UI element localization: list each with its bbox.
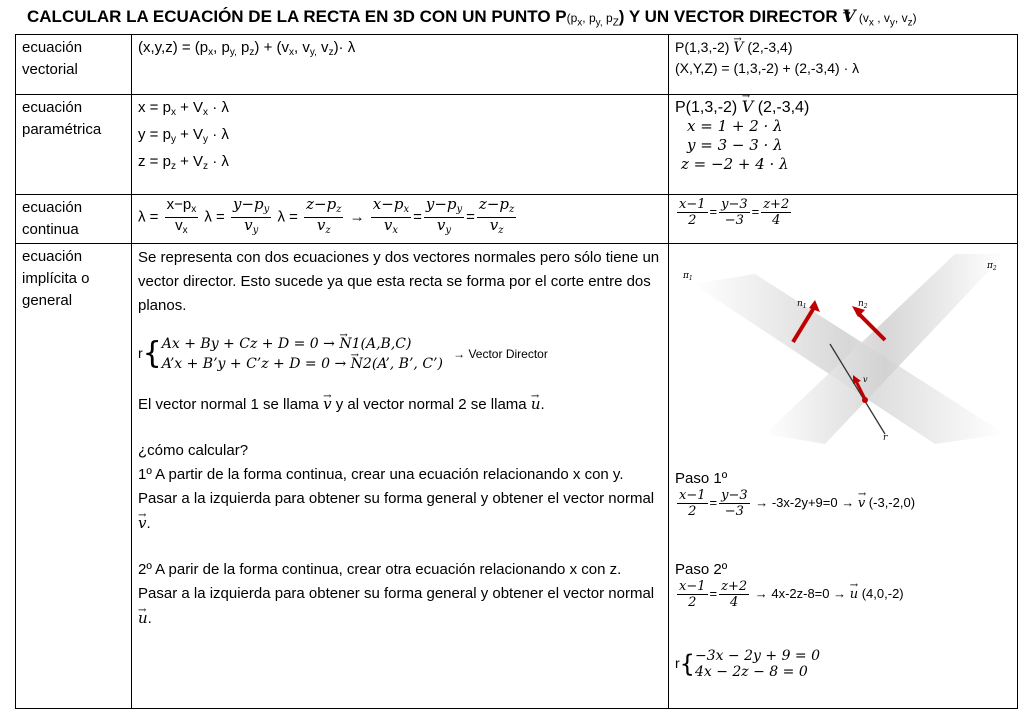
formula-vectorial: $(x,y,z) = (p_x$, $p_{y,}$ $p_z) + (v_x$, $v_{y,}$ $v_z)\cdot \lambda$ (132, 35, 669, 95)
page-title: CALCULAR LA ECUACIÓN DE LA RECTA EN 3D CON UN PUNTO $P(p_x$, $p_{y,}$ $p_Z$) Y UN VECTOR DIRECTOR → V ($v_x$ , $v_y$, $v_z$) (0, 0, 1024, 34)
label-implicita: ecuación implícita o general (16, 244, 132, 709)
planes-figure (675, 244, 1011, 444)
equations-table (15, 34, 1018, 709)
point-p (862, 397, 868, 403)
intro-text: Se representa con dos ecuaciones y dos vectores normales pero sólo tiene un vector director. Esto sucede ya que esta recta se forma por el corte entre dos planos. (138, 249, 660, 314)
example-continua: $\frac{x-1}{2}$ = $\frac{y-3}{-3}$ = $\frac{z+2}{4}$ (669, 195, 1018, 244)
label-n2: $n_2$ (858, 299, 868, 310)
formula-implicita: Se representa con dos ecuaciones y dos vectores normales pero sólo tiene un vector director. Esto sucede ya que esta recta se forma por el corte entre dos planos. r{ Ax + By + Cz + D = 0 → → N1(A,B,C) A’x + B’y + C’z + D = 0 → → N2(A’, B’, C’) → Vector Director El vector normal 1 se llama → v y al vector normal 2 se llama → u. ¿cómo calcular? 1º A partir de la forma continua, crear una ecuación relacionando x con y. Pasar a la izquierda para obtener su forma general y obtener el vector normal → v. 2º A parir de la forma continua, crear otra ecuación relacionando x con z. Pasar a la izquierda para obtener su forma general y obtener el vector normal → u. (132, 244, 669, 709)
paso-1: Paso 1º $\frac{x-1}{2}$ = $\frac{y-3}{-3}$ → -3x-2y+9=0 → → v (-3,-2,0) (675, 470, 1011, 519)
label-r: r (883, 433, 888, 443)
formula-continua: λ = $\frac{x-p_x}{v_x}$ λ = $\frac{y-p_y}{v_y}$ λ = $\frac{z-p_z}{v_z}$ → $\frac{x-p_x}{v_x}$ = $\frac{y-p_y}{v_y}$ = $\frac{z-p_z}{v_z}$ (132, 195, 669, 244)
row-parametrica (16, 95, 1018, 195)
example-parametrica: P(1,3,-2) → V (2,-3,4) x = 1 + 2 · λ y = 3 − 3 · λ z = −2 + 4 · λ (669, 95, 1018, 195)
label-parametrica: ecuación paramétrica (16, 95, 132, 195)
label-continua: ecuación continua (16, 195, 132, 244)
example-implicita (669, 244, 1018, 709)
paso-2: Paso 2º $\frac{x-1}{2}$ = $\frac{z+2}{4}$ → 4x-2z-8=0 → → u (4,0,-2) (675, 561, 1011, 610)
label-v: v (863, 375, 868, 384)
vector-v-symbol: → V (842, 7, 855, 27)
row-vectorial (16, 35, 1018, 95)
label-n1: $n_1$ (797, 299, 807, 310)
label-pi1: $\pi_1$ (683, 271, 693, 282)
final-system: r{ −3x − 2y + 9 = 0 4x − 2z − 8 = 0 (675, 648, 821, 680)
row-implicita (16, 244, 1018, 709)
label-vectorial: ecuación vectorial (16, 35, 132, 95)
row-continua (16, 195, 1018, 244)
planes-diagram (675, 244, 1011, 444)
example-vectorial: P(1,3,-2) → V (2,-3,4) (X,Y,Z) = (1,3,-2) + (2,-3,4) · λ (669, 35, 1018, 95)
label-pi2: $\pi_2$ (987, 261, 997, 272)
implicit-system: r{ Ax + By + Cz + D = 0 → → N1(A,B,C) A’x + B’y + C’z + D = 0 → → N2(A’, B’, C’) → Vector Director (138, 334, 662, 374)
formula-parametrica: $x = p_x + V_x \cdot \lambda$ $y = p_y + V_y \cdot \lambda$ $z = p_z + V_z \cdot \lambda$ (132, 95, 669, 195)
